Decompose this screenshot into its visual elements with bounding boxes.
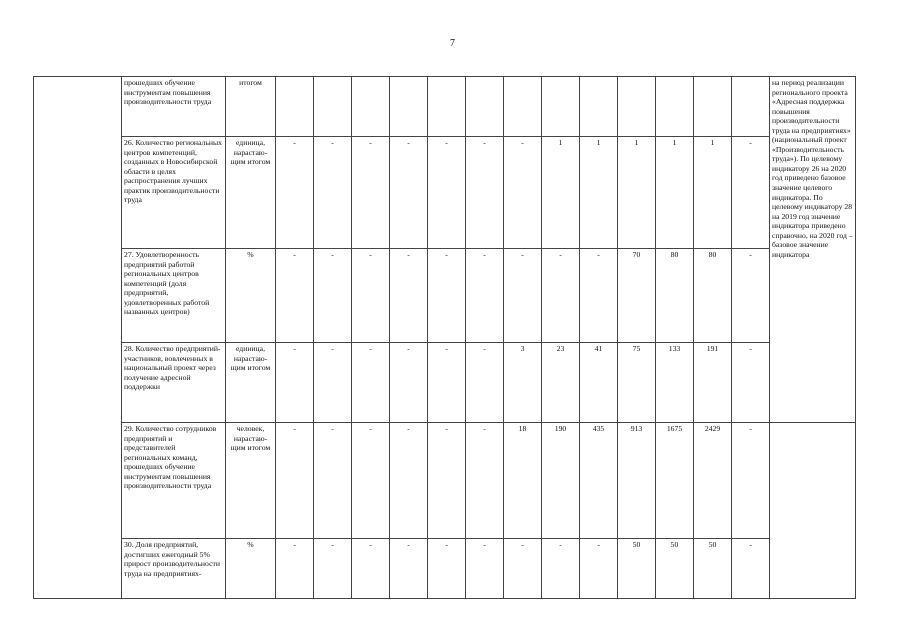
value-cell: - bbox=[428, 137, 466, 249]
value-cell: 80 bbox=[694, 249, 732, 343]
value-cell: - bbox=[352, 423, 390, 539]
value-cell: - bbox=[314, 137, 352, 249]
indicator-name: 28. Количество предприятий-участников, вовлеченных в национальный проект через получение адресной поддержки bbox=[122, 343, 226, 423]
table-row bbox=[34, 137, 856, 249]
value-cell: 41 bbox=[580, 343, 618, 423]
value-cell: - bbox=[314, 249, 352, 343]
value-cell: - bbox=[580, 539, 618, 599]
value-cell: - bbox=[352, 343, 390, 423]
value-cell: - bbox=[314, 539, 352, 599]
value-cell: 50 bbox=[618, 539, 656, 599]
value-cell: 75 bbox=[618, 343, 656, 423]
value-cell: 1 bbox=[656, 137, 694, 249]
value-cell: - bbox=[390, 249, 428, 343]
value-cell: - bbox=[428, 249, 466, 343]
value-cell: - bbox=[428, 539, 466, 599]
value-cell: - bbox=[504, 137, 542, 249]
value-cell: 18 bbox=[504, 423, 542, 539]
note-cell: на период реализации регионального проекта «Адресная поддержка повышения производительности труда на предприятиях» (национальный проект «Производительность труда»). По целевому индикатору 26 на 2020 год приведено базовое значение целевого индикатора. По целевому индикатору 28 на 2019 год значение индикатора приведено справочно, на 2020 год – базовое значение индикатора bbox=[770, 77, 856, 423]
value-cell: - bbox=[466, 137, 504, 249]
value-cell: - bbox=[390, 539, 428, 599]
table-row bbox=[34, 77, 856, 137]
table-row bbox=[34, 343, 856, 423]
value-cell: 435 bbox=[580, 423, 618, 539]
value-cell: - bbox=[732, 539, 770, 599]
value-cell: - bbox=[314, 343, 352, 423]
value-cell: 1 bbox=[580, 137, 618, 249]
value-cell: - bbox=[466, 539, 504, 599]
value-cell: 70 bbox=[618, 249, 656, 343]
value-cell: - bbox=[428, 423, 466, 539]
value-cell: 1 bbox=[618, 137, 656, 249]
value-cell: 3 bbox=[504, 343, 542, 423]
value-cell: - bbox=[542, 539, 580, 599]
value-cell: - bbox=[732, 137, 770, 249]
value-cell: - bbox=[390, 343, 428, 423]
value-cell: - bbox=[542, 249, 580, 343]
indicator-name: прошедших обучение инструментам повышения производительности труда bbox=[122, 77, 226, 137]
page-number: 7 bbox=[450, 38, 455, 49]
indicator-name: 27. Удовлетворенность предприятий работой региональных центров компетенций (доля предприятий, удовлетворенных работой названных центров) bbox=[122, 249, 226, 343]
value-cell: 50 bbox=[694, 539, 732, 599]
indicator-unit: % bbox=[226, 539, 276, 599]
value-cell: - bbox=[732, 249, 770, 343]
value-cell: - bbox=[466, 249, 504, 343]
table-row bbox=[34, 539, 856, 599]
value-cell: - bbox=[504, 539, 542, 599]
value-cell: 50 bbox=[656, 539, 694, 599]
value-cell: - bbox=[466, 343, 504, 423]
value-cell: - bbox=[390, 423, 428, 539]
indicator-name: 30. Доля предприятий, достигших ежегодный 5% прирост производительности труда на предприятиях- bbox=[122, 539, 226, 599]
value-cell: - bbox=[352, 137, 390, 249]
value-cell: 80 bbox=[656, 249, 694, 343]
value-cell: - bbox=[352, 539, 390, 599]
blank-left-column bbox=[34, 77, 122, 599]
value-cell: 23 bbox=[542, 343, 580, 423]
value-cell: - bbox=[732, 343, 770, 423]
value-cell: 191 bbox=[694, 343, 732, 423]
value-cell: - bbox=[276, 137, 314, 249]
value-cell: - bbox=[390, 137, 428, 249]
indicators-table bbox=[33, 76, 856, 599]
value-cell: - bbox=[466, 423, 504, 539]
indicator-unit: % bbox=[226, 249, 276, 343]
value-cell: 1 bbox=[694, 137, 732, 249]
value-cell: 1 bbox=[542, 137, 580, 249]
value-cell: - bbox=[580, 249, 618, 343]
indicator-name: 29. Количество сотрудников предприятий и представителей региональных команд, прошедших обучение инструментам повышения производительности труда bbox=[122, 423, 226, 539]
value-cell: - bbox=[276, 539, 314, 599]
value-cell: - bbox=[732, 423, 770, 539]
value-cell: - bbox=[428, 343, 466, 423]
indicator-unit: единица, нарастаю-щим итогом bbox=[226, 343, 276, 423]
value-cell: - bbox=[352, 249, 390, 343]
indicator-unit: человек, нарастаю-щим итогом bbox=[226, 423, 276, 539]
value-cell: 2429 bbox=[694, 423, 732, 539]
value-cell: - bbox=[276, 249, 314, 343]
value-cell: - bbox=[276, 423, 314, 539]
indicator-unit: итогом bbox=[226, 77, 276, 137]
indicator-unit: единица, нарастаю-щим итогом bbox=[226, 137, 276, 249]
value-cell: - bbox=[504, 249, 542, 343]
value-cell: 190 bbox=[542, 423, 580, 539]
indicator-name: 26. Количество региональных центров компетенций, созданных в Новосибирской области в целях распространения лучших практик производительности труда bbox=[122, 137, 226, 249]
table-row bbox=[34, 423, 856, 539]
value-cell: 133 bbox=[656, 343, 694, 423]
value-cell: 913 bbox=[618, 423, 656, 539]
table-row bbox=[34, 249, 856, 343]
value-cell: - bbox=[276, 343, 314, 423]
value-cell: 1675 bbox=[656, 423, 694, 539]
value-cell: - bbox=[314, 423, 352, 539]
